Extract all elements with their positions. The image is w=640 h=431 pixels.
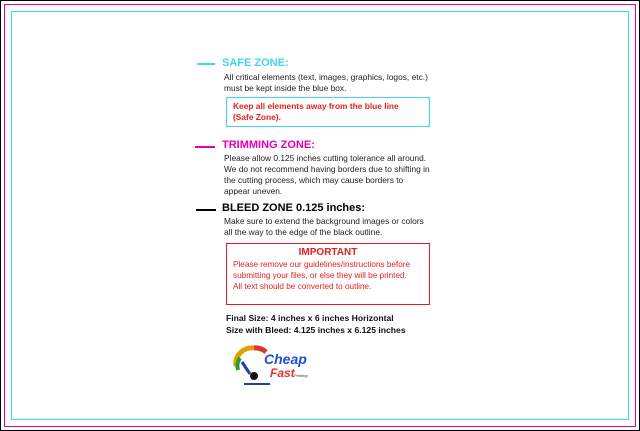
logo-word-fast: Fast — [270, 366, 295, 380]
trimming-zone-text — [224, 153, 430, 197]
important-box — [226, 243, 430, 305]
bleed-zone-text-line-2: all the way to the edge of the black outline. — [224, 227, 383, 237]
safe-zone-callout-line-1: Keep all elements away from the blue line — [233, 101, 399, 111]
important-line-2: submitting your files, or else they will be printed. — [233, 271, 407, 280]
logo-word-printing: Printing — [294, 373, 308, 378]
important-line-1: Please remove our guidelines/instructions before — [233, 260, 411, 269]
size-with-bleed-text: Size with Bleed: 4.125 inches x 6.125 inches — [226, 325, 406, 335]
trimming-zone-text-line-4: appear uneven. — [224, 186, 283, 196]
trimming-zone-text-line-2: We do not recommend having borders due to shifting in — [224, 164, 430, 174]
logo-word-cheap: Cheap — [264, 351, 307, 367]
safe-zone-text-line-2: must be kept inside the blue box. — [224, 83, 347, 93]
safe-zone-callout — [226, 97, 430, 127]
trimming-zone-marker — [195, 146, 215, 148]
trimming-zone-text-line-1: Please allow 0.125 inches cutting tolerance all around. — [224, 153, 427, 163]
trimming-zone-text-line-3: the cutting process, which may cause borders to — [224, 175, 404, 185]
trimming-zone-title: TRIMMING ZONE: — [222, 139, 315, 151]
bleed-zone-text-line-1: Make sure to extend the background images or colors — [224, 216, 424, 226]
cheap-fast-printing-logo — [230, 338, 320, 388]
logo-graphic-icon — [230, 338, 320, 388]
size-info — [226, 312, 406, 336]
bleed-zone-marker — [196, 209, 216, 211]
important-title: IMPORTANT — [298, 247, 358, 258]
safe-zone-text-line-1: All critical elements (text, images, graphics, logos, etc.) — [224, 72, 428, 82]
final-size-text: Final Size: 4 inches x 6 inches Horizontal — [226, 313, 394, 323]
bleed-zone-title: BLEED ZONE 0.125 inches: — [222, 202, 366, 214]
safe-zone-marker — [197, 63, 215, 65]
important-line-3: All text should be converted to outline. — [233, 282, 372, 291]
safe-zone-title: SAFE ZONE: — [222, 57, 289, 69]
bleed-zone-text — [224, 216, 424, 238]
safe-zone-callout-line-2: (Safe Zone). — [233, 112, 281, 122]
safe-zone-text — [224, 72, 428, 94]
